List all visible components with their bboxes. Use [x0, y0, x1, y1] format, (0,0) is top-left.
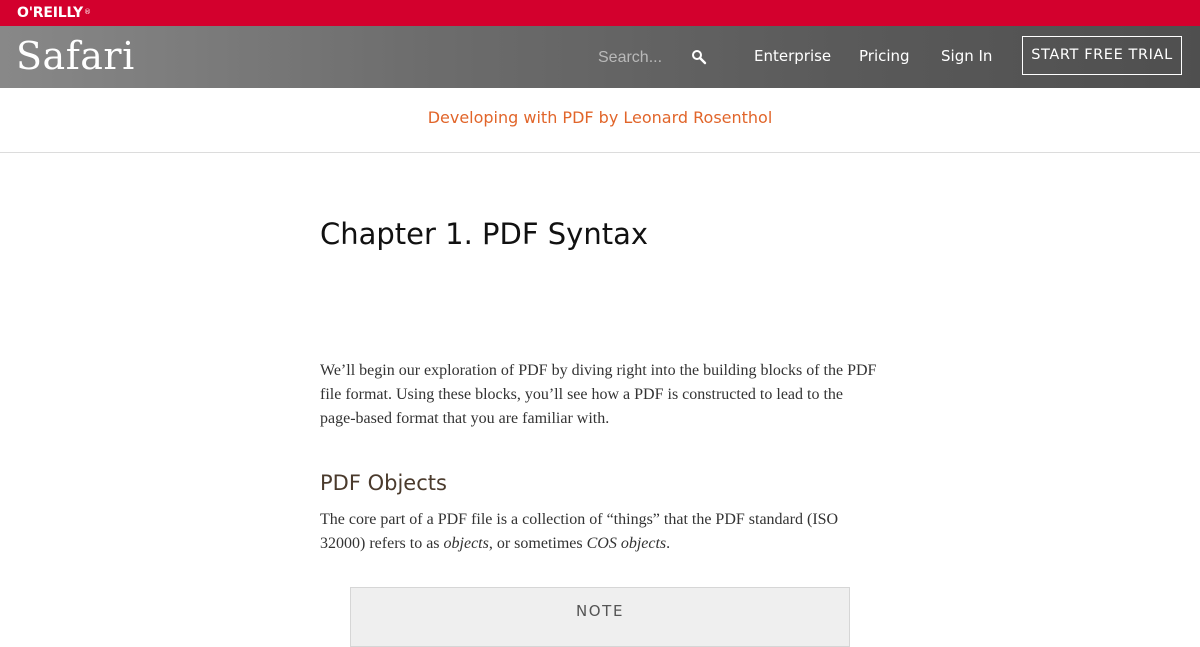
safari-header [0, 26, 1200, 88]
book-title-link[interactable]: Developing with PDF by Leonard Rosenthol [427, 108, 773, 127]
nav-enterprise-link[interactable]: Enterprise [754, 47, 832, 65]
note-label: NOTE [575, 602, 625, 620]
start-free-trial-button[interactable]: START FREE TRIAL [1022, 36, 1182, 75]
search-icon[interactable] [691, 49, 707, 65]
note-box [350, 587, 850, 647]
objects-em-2: COS objects [586, 535, 667, 552]
objects-text-2: , or sometimes [488, 535, 587, 552]
chapter-title: Chapter 1. PDF Syntax [320, 217, 649, 251]
search-box [598, 44, 718, 72]
nav-sign-in-link[interactable]: Sign In [941, 47, 993, 65]
nav-pricing-link[interactable]: Pricing [859, 47, 910, 65]
objects-text-1: The core part of a PDF file is a collection of “things” that the PDF standard (ISO 32000) refers to as [320, 511, 839, 552]
intro-paragraph: We’ll begin our exploration of PDF by diving right into the building blocks of the PDF file format. Using these blocks, you’ll see how a PDF is constructed to lead to the page-based format that you are familiar with. [320, 362, 877, 427]
objects-text-3: . [666, 535, 671, 552]
registered-mark: ® [83, 8, 91, 16]
objects-em-1: objects [443, 535, 489, 552]
objects-paragraph [320, 508, 880, 556]
section-title: PDF Objects [320, 471, 447, 495]
book-title-bar [0, 88, 1200, 153]
search-input[interactable] [598, 44, 688, 72]
oreilly-logo[interactable] [17, 5, 91, 21]
safari-logo[interactable]: Safari [16, 34, 135, 78]
oreilly-top-bar [0, 0, 1200, 26]
oreilly-logo-text: O'REILLY [17, 5, 83, 21]
